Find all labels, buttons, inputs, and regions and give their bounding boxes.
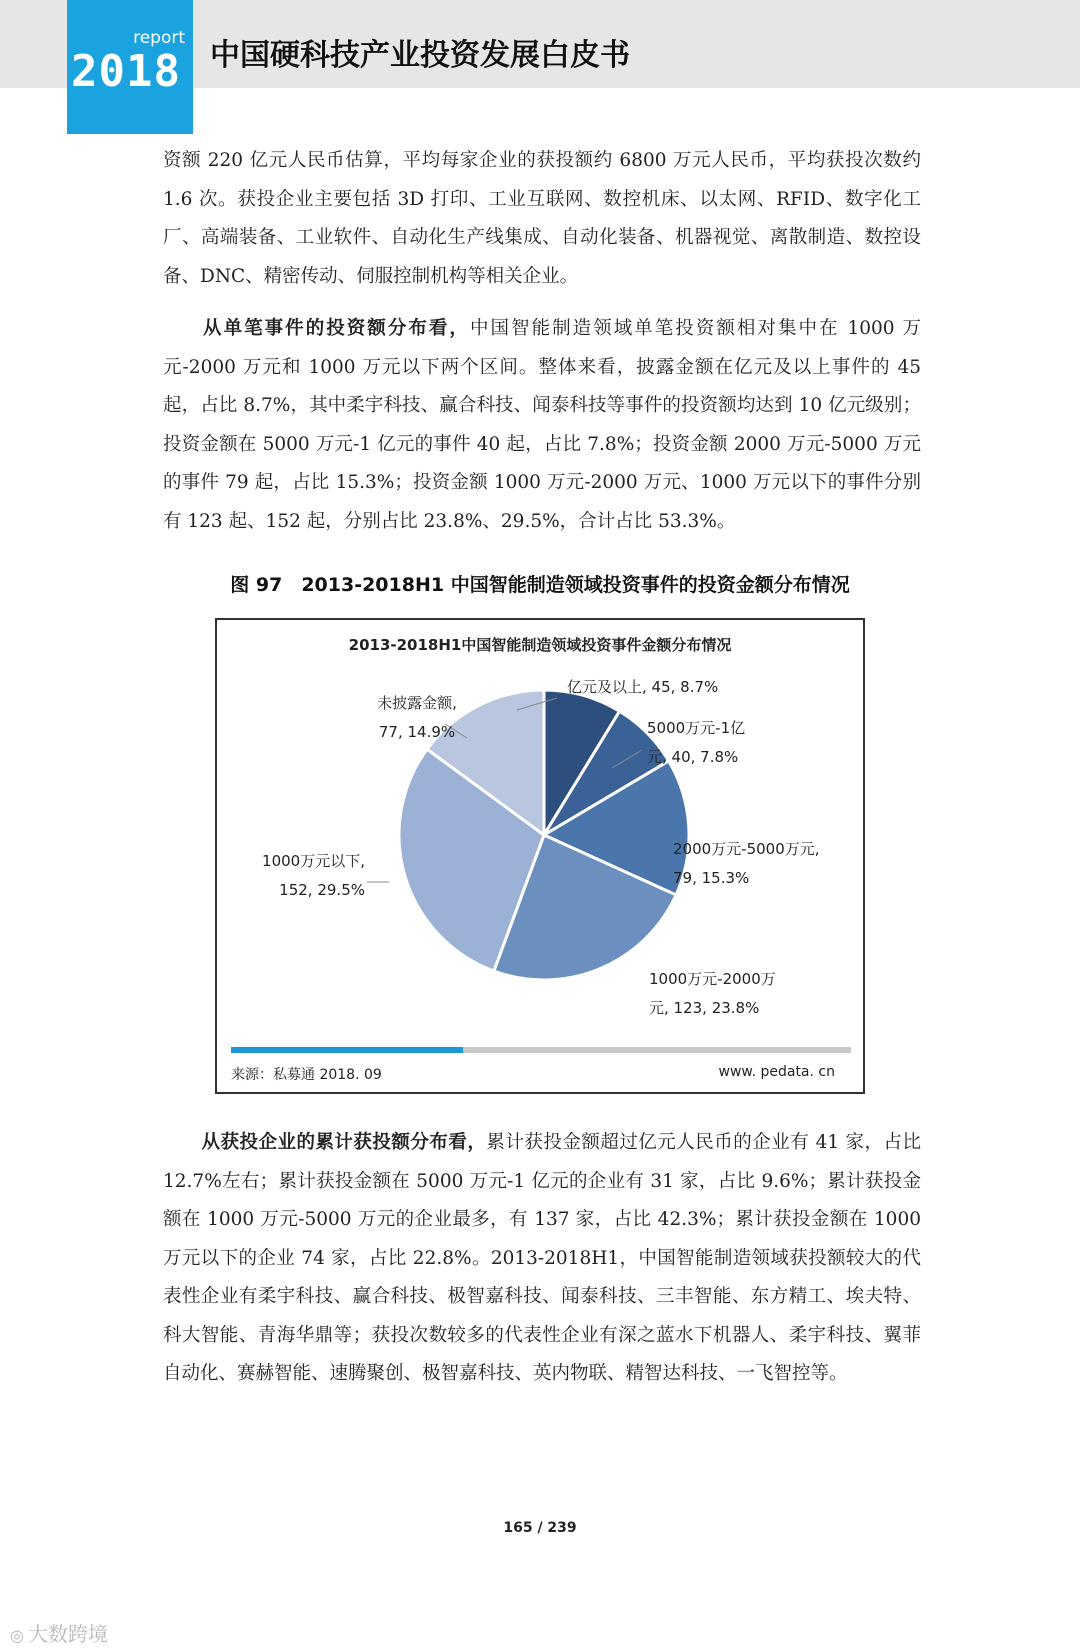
paragraph-3 (163, 1124, 921, 1394)
watermark-text: 大数跨境 (27, 1622, 108, 1646)
pie-chart (217, 620, 863, 1092)
watermark-icon: ◎ (10, 1626, 24, 1645)
chart-source: 来源：私募通 2018. 09 (231, 1067, 382, 1083)
pie-data-label-2: 5000万元-1亿元, 40, 7.8% (647, 719, 746, 766)
source-bar-accent (231, 1047, 463, 1053)
pie-data-label-6: 未披露金额, 77, 14.9% (377, 694, 457, 741)
paragraph-2-lead: 从单笔事件的投资额分布看， (201, 318, 470, 339)
paragraph-2-text: 中国智能制造领域单笔投资额相对集中在 1000 万元-2000 万元和 1000 万元以下两个区间。整体来看，披露金额在亿元及以上事件的 45 起，占比 8.7%，其中柔宇科技、赢合科技、闻泰科技等事件的投资额均达到 10 亿元级别；投资金额在 5000 万元-1 亿元的事件 40 起，占比 7.8%；投资金额 2000 万元-5000 万元的事件 79 起，占比 15.3%；投资金额 1000 万元-2000 万元、1000 万元以下的事件分别有 123 起、152 起，分别占比 23.8%、29.5%，合计占比 53.3%。 (163, 318, 921, 532)
chart-title: 2013-2018H1中国智能制造领域投资事件金额分布情况 (348, 636, 732, 654)
chart-source-url: www. pedata. cn (718, 1064, 835, 1080)
logo-year: 2018 (71, 46, 181, 97)
paragraph-3-lead: 从获投企业的累计获投额分布看， (201, 1132, 487, 1153)
pie-data-label-5: 1000万元以下, 152, 29.5% (262, 852, 365, 899)
document-title: 中国硬科技产业投资发展白皮书 (210, 38, 630, 73)
paragraph-1 (163, 142, 921, 296)
logo-word: report (133, 28, 185, 48)
pie-data-label-3: 2000万元-5000万元, 79, 15.3% (673, 840, 820, 887)
pie-data-label-1: 亿元及以上, 45, 8.7% (567, 678, 719, 696)
figure-caption: 图 97 2013-2018H1 中国智能制造领域投资事件的投资金额分布情况 (230, 574, 850, 596)
paragraph-3-text: 累计获投金额超过亿元人民币的企业有 41 家，占比 12.7%左右；累计获投金额在 5000 万元-1 亿元的企业有 31 家，占比 9.6%；累计获投金额在 1000 万元-5000 万元的企业最多，有 137 家，占比 42.3%；累计获投金额在 1000 万元以下的企业 74 家，占比 22.8%。2013-2018H1，中国智能制造领域获投额较大的代表性企业有柔宇科技、赢合科技、极智嘉科技、闻泰科技、三丰智能、东方精工、埃夫特、科大智能、青海华鼎等；获投次数较多的代表性企业有深之蓝水下机器人、柔宇科技、翼菲自动化、赛赫智能、速腾聚创、极智嘉科技、英内物联、精智达科技、一飞智控等。 (163, 1132, 921, 1384)
pie-chart-frame (215, 618, 865, 1094)
paragraph-2 (163, 310, 921, 541)
page-number: 165 / 239 (503, 1520, 577, 1536)
source-bar (463, 1047, 851, 1053)
report-logo (67, 0, 193, 134)
pie-data-label-4: 1000万元-2000万元, 123, 23.8% (649, 970, 776, 1017)
paragraph-1-text: 资额 220 亿元人民币估算，平均每家企业的获投额约 6800 万元人民币，平均获投次数约 1.6 次。获投企业主要包括 3D 打印、工业互联网、数控机床、以太网、RFID、数字化工厂、高端装备、工业软件、自动化生产线集成、自动化装备、机器视觉、离散制造、数控设备、DNC、精密传动、伺服控制机构等相关企业。 (163, 150, 921, 287)
watermark (10, 1618, 108, 1647)
